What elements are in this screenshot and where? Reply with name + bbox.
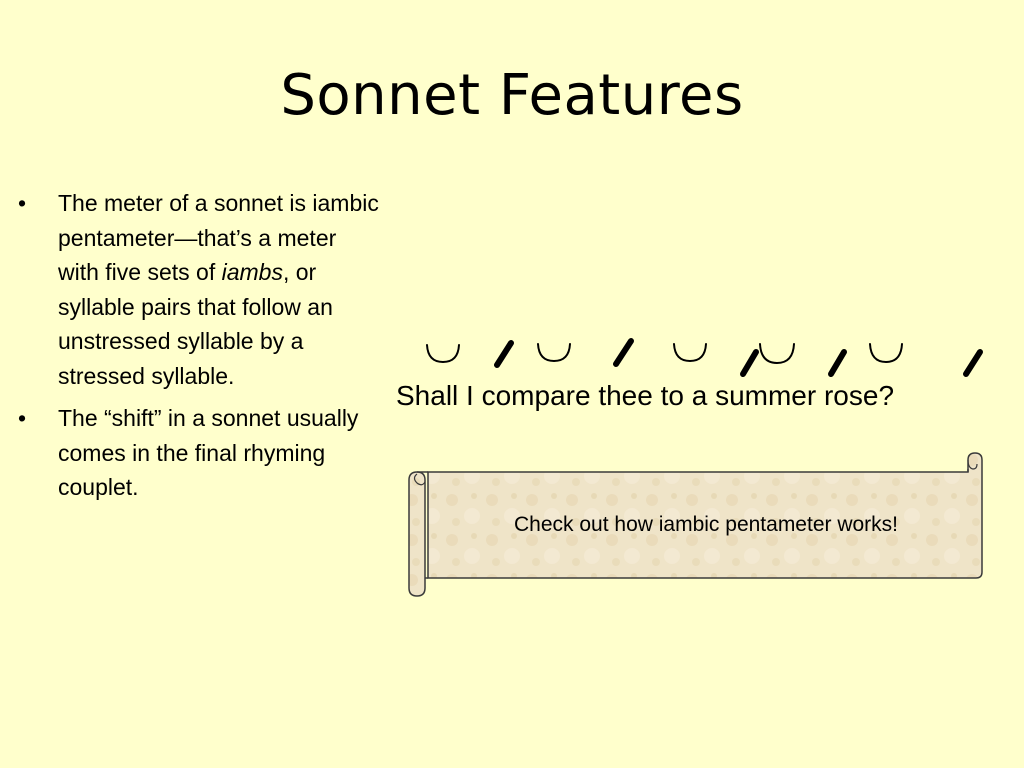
scroll-button-label: Check out how iambic pentameter works! bbox=[514, 513, 898, 536]
bullet-marker: • bbox=[18, 190, 27, 216]
poem-line: Shall I compare thee to a summer rose? bbox=[396, 380, 895, 411]
bullet-item-shift bbox=[18, 401, 380, 505]
ictus-icon bbox=[966, 352, 980, 374]
iambs-term: iambs bbox=[221, 259, 283, 285]
breve-icon bbox=[427, 345, 459, 362]
scroll-button[interactable] bbox=[404, 450, 994, 602]
meter-text-end: , or syllable pairs that follow an unstressed syllable by a stressed syllable. bbox=[58, 259, 333, 389]
breve-icon bbox=[760, 344, 794, 363]
slide-title: Sonnet Features bbox=[280, 63, 744, 128]
breve-icon bbox=[674, 344, 706, 361]
breve-icon bbox=[870, 344, 902, 362]
shift-text: The “shift” in a sonnet usually comes in the final rhyming couplet. bbox=[58, 405, 359, 500]
ictus-icon bbox=[831, 352, 844, 374]
breve-icon bbox=[538, 344, 570, 361]
bullet-list bbox=[18, 186, 380, 513]
ictus-icon bbox=[616, 341, 631, 364]
ictus-icon bbox=[743, 352, 756, 374]
ictus-icon bbox=[497, 343, 511, 365]
bullet-marker: • bbox=[18, 405, 27, 431]
bullet-item-meter bbox=[18, 186, 380, 393]
meter-text-start: The meter of a sonnet is iambic pentameter—that’s a meter with five sets of bbox=[58, 190, 379, 285]
